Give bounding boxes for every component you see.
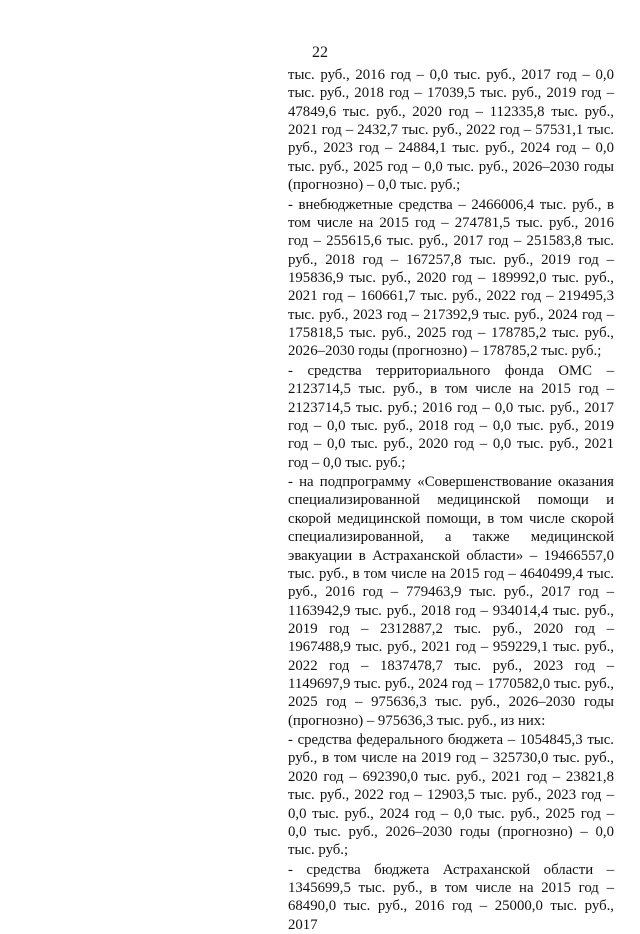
document-text-column bbox=[288, 66, 614, 934]
paragraph-subprogram-specialized-care: - на подпрограмму «Совершенствование оказания специализированной медицинской помощи и скорой медицинской помощи, в том числе скорой специализированной, а также медицинской эвакуации в Астраханской области» – 19466557,0 тыс. руб., в том числе на 2015 год – 4640499,4 тыс. руб., 2016 год – 779463,9 тыс. руб., 2017 год – 1163942,9 тыс. руб., 2018 год – 934014,4 тыс. руб., 2019 год – 2312887,2 тыс. руб., 2020 год – 1967488,9 тыс. руб., 2021 год – 959229,1 тыс. руб., 2022 год – 1837478,7 тыс. руб., 2023 год – 1149697,9 тыс. руб., 2024 год – 1770582,0 тыс. руб., 2025 год – 975636,3 тыс. руб., 2026–2030 годы (прогнозно) – 975636,3 тыс. руб., из них: bbox=[288, 474, 614, 729]
paragraph-astrakhan-budget-funds: - средства бюджета Астраханской области – 1345699,5 тыс. руб., в том числе на 2015 год – 68490,0 тыс. руб., 2016 год – 25000,0 тыс. руб., 2017 bbox=[288, 861, 614, 933]
paragraph-extrabudgetary-funds: - внебюджетные средства – 2466006,4 тыс. руб., в том числе на 2015 год – 274781,5 тыс. руб., 2016 год – 255615,6 тыс. руб., 2017 год – 251583,8 тыс. руб., 2018 год – 167257,8 тыс. руб., 2019 год – 195836,9 тыс. руб., 2020 год – 189992,0 тыс. руб., 2021 год – 160661,7 тыс. руб., 2022 год – 219495,3 тыс. руб., 2023 год – 217392,9 тыс. руб., 2024 год – 175818,5 тыс. руб., 2025 год – 178785,2 тыс. руб., 2026–2030 годы (прогнозно) – 178785,2 тыс. руб.; bbox=[288, 196, 614, 360]
paragraph-territorial-oms-fund: - средства территориального фонда ОМС – 2123714,5 тыс. руб., в том числе на 2015 год – 2123714,5 тыс. руб.; 2016 год – 0,0 тыс. руб., 2017 год – 0,0 тыс. руб., 2018 год – 0,0 тыс. руб., 2019 год – 0,0 тыс. руб., 2020 год – 0,0 тыс. руб., 2021 год – 0,0 тыс. руб.; bbox=[288, 362, 614, 471]
paragraph-regional-budget-continuation: тыс. руб., 2016 год – 0,0 тыс. руб., 2017 год – 0,0 тыс. руб., 2018 год – 17039,5 тыс. руб., 2019 год – 47849,6 тыс. руб., 2020 год – 112335,8 тыс. руб., 2021 год – 2432,7 тыс. руб., 2022 год – 57531,1 тыс. руб., 2023 год – 24884,1 тыс. руб., 2024 год – 0,0 тыс. руб., 2025 год – 0,0 тыс. руб., 2026–2030 годы (прогнозно) – 0,0 тыс. руб.; bbox=[288, 67, 614, 194]
page-number: 22 bbox=[312, 44, 328, 61]
paragraph-federal-budget-funds: - средства федерального бюджета – 1054845,3 тыс. руб., в том числе на 2019 год – 325730,0 тыс. руб., 2020 год – 692390,0 тыс. руб., 2021 год – 23821,8 тыс. руб., 2022 год – 12903,5 тыс. руб., 2023 год – 0,0 тыс. руб., 2024 год – 0,0 тыс. руб., 2025 год – 0,0 тыс. руб., 2026–2030 годы (прогнозно) – 0,0 тыс. руб.; bbox=[288, 732, 614, 859]
